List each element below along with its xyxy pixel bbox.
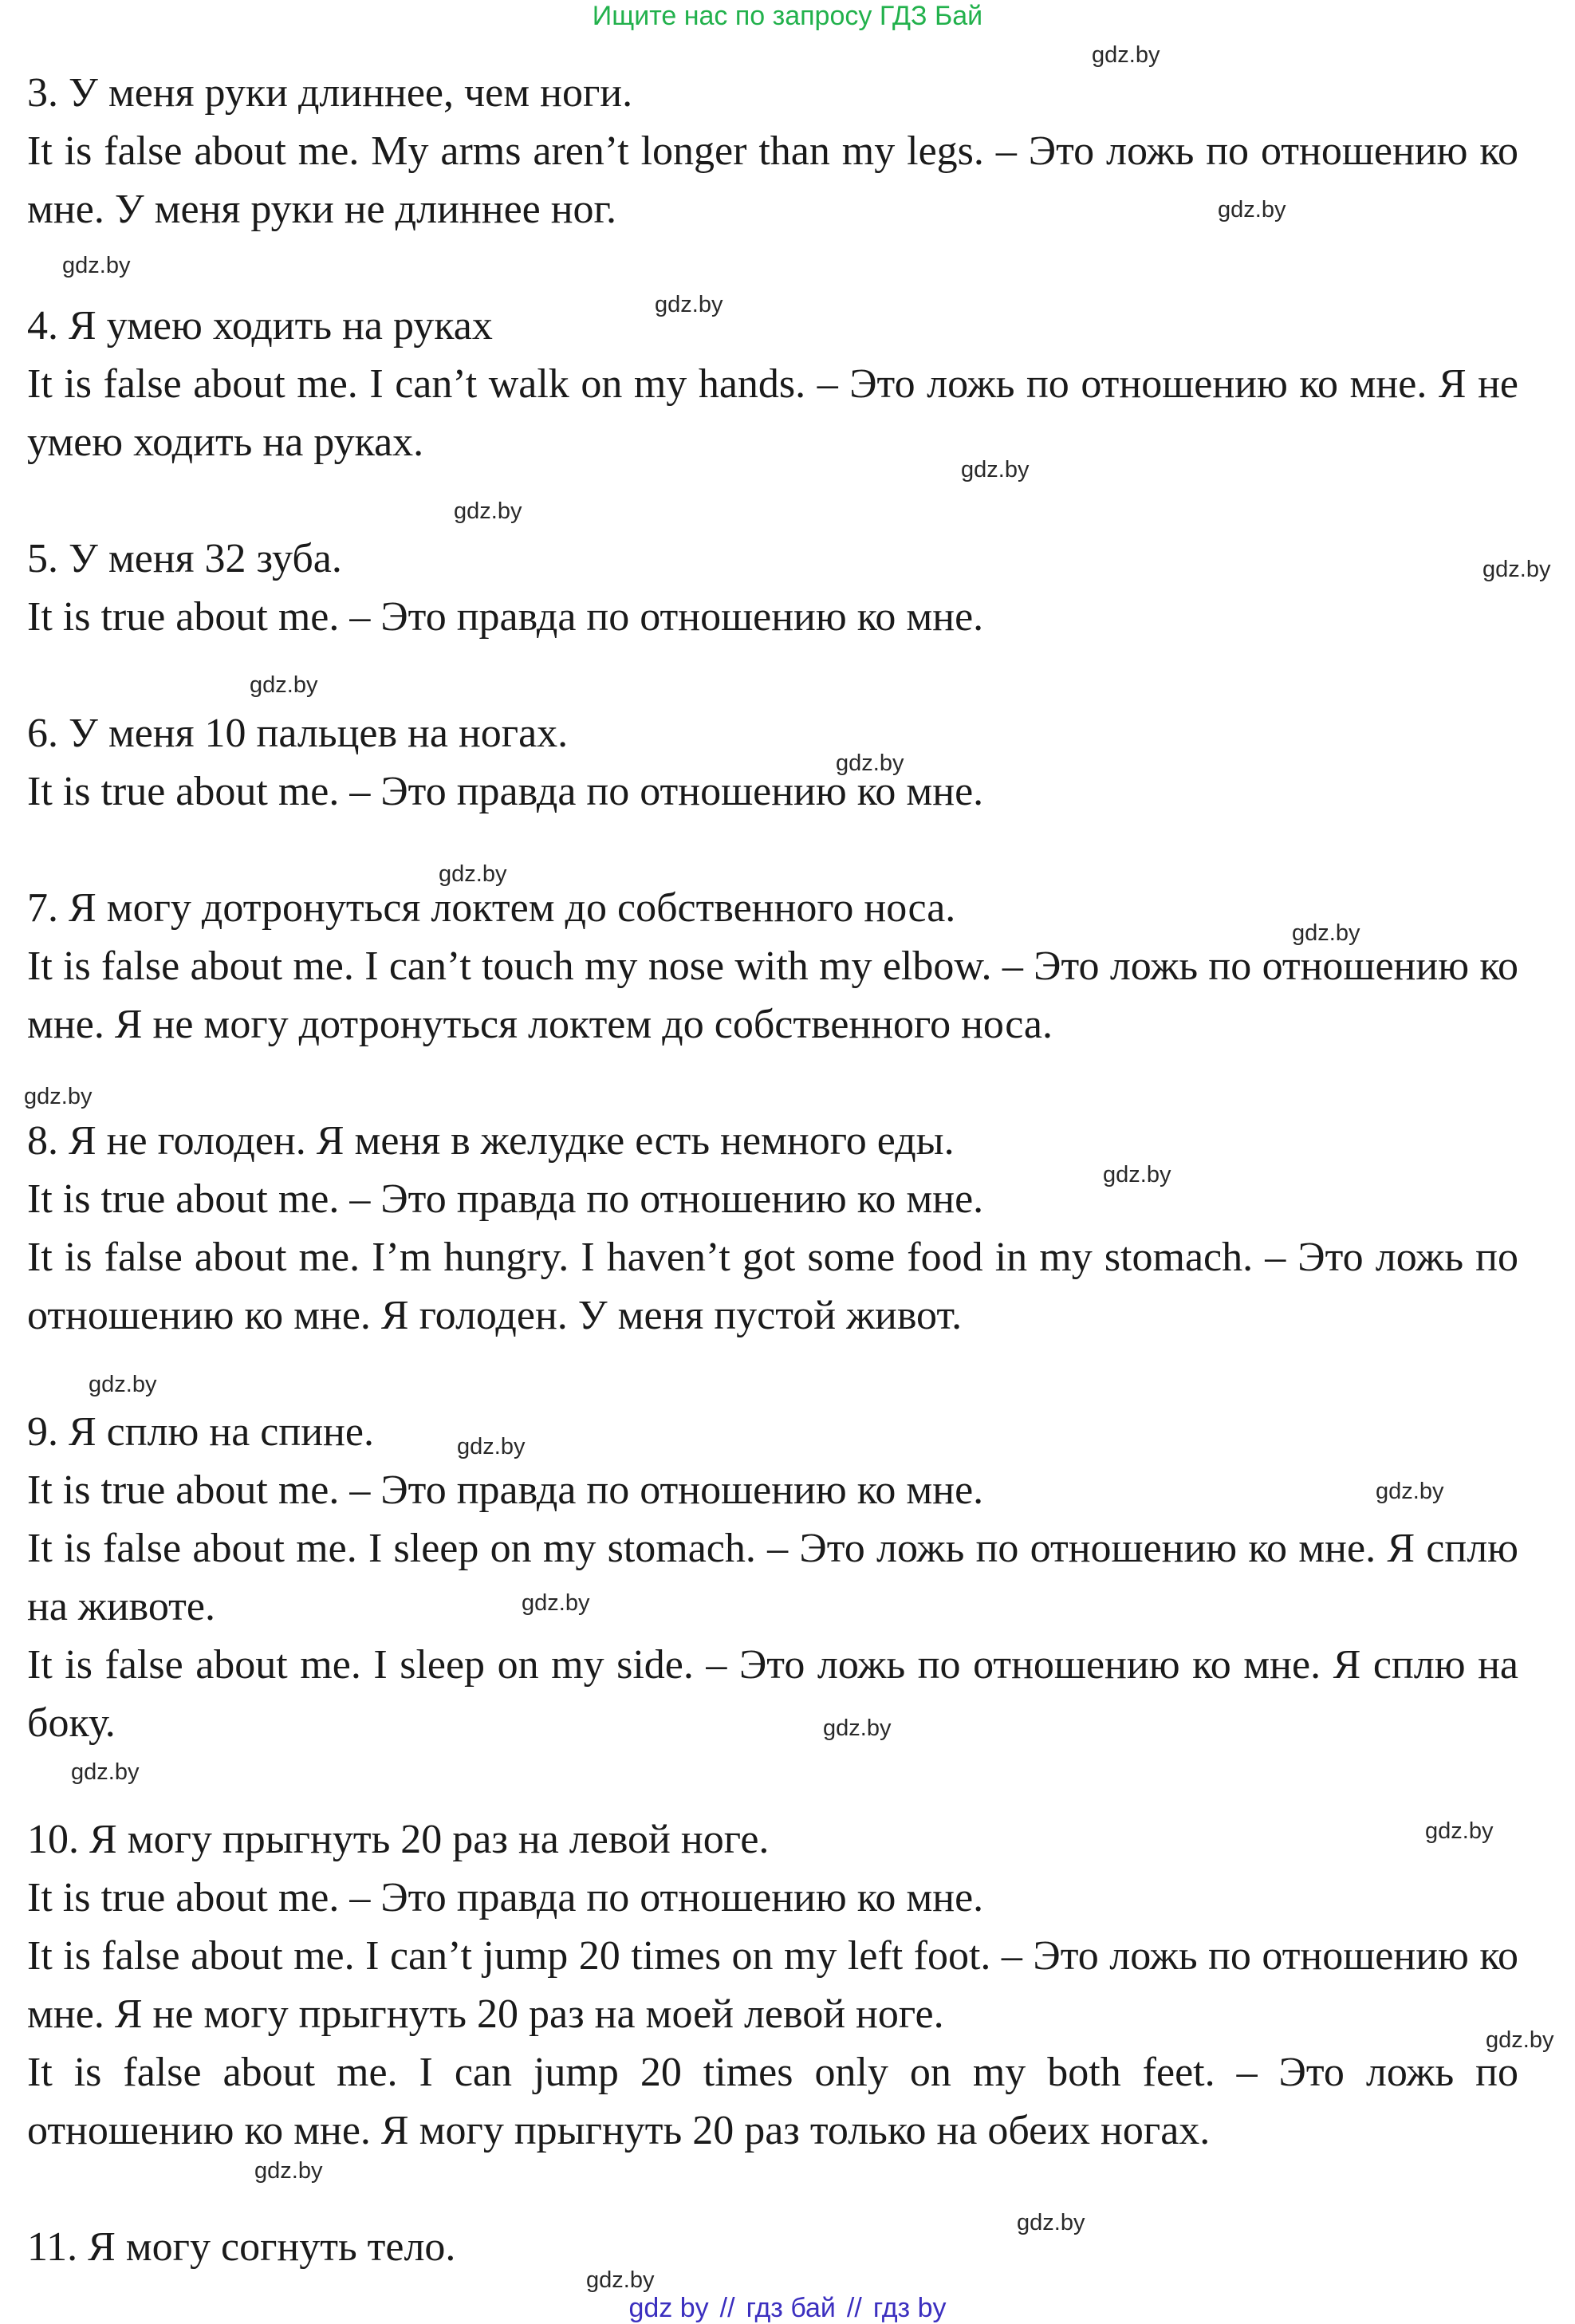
watermark: gdz.by: [1017, 2210, 1085, 2235]
watermark: gdz.by: [454, 498, 522, 524]
answer-text: It is false about me. I’m hungry. I haven’t got some food in my stomach. – Это ложь по отношению ко мне. Я голоден. У меня пустой живот.: [27, 1235, 1518, 1338]
footer-separator: //: [719, 2293, 735, 2323]
watermark: gdz.by: [254, 2158, 323, 2184]
answer-text: It is false about me. My arms aren’t longer than my legs. – Это ложь по отношению ко мне. У меня руки не длиннее ног.: [27, 128, 1518, 232]
exercise-item-8: [27, 1112, 1518, 1345]
watermark: gdz.by: [1376, 1479, 1444, 1504]
watermark: gdz.by: [522, 1590, 590, 1616]
question-text: 9. Я сплю на спине.: [27, 1409, 374, 1455]
question-text: 4. Я умею ходить на руках: [27, 303, 493, 349]
answer-text: It is false about me. I can’t jump 20 times on my left foot. – Это ложь по отношению ко мне. Я не могу прыгнуть 20 раз на моей левой ноге.: [27, 1933, 1518, 2037]
exercise-content: [27, 64, 1518, 2276]
answer-text: It is true about me. – Это правда по отношению ко мне.: [27, 769, 984, 814]
footer-links: [0, 2292, 1575, 2324]
footer-link[interactable]: gdz by: [628, 2293, 709, 2323]
watermark: gdz.by: [823, 1715, 892, 1741]
watermark: gdz.by: [836, 750, 904, 776]
watermark: gdz.by: [1103, 1162, 1171, 1188]
exercise-item-9: [27, 1403, 1518, 1752]
answer-text: It is true about me. – Это правда по отношению ко мне.: [27, 1875, 984, 1920]
answer-text: It is false about me. I sleep on my side. – Это ложь по отношению ко мне. Я сплю на боку.: [27, 1642, 1518, 1746]
question-text: 10. Я могу прыгнуть 20 раз на левой ноге.: [27, 1817, 770, 1862]
exercise-item-3: [27, 64, 1518, 238]
question-text: 7. Я могу дотронуться локтем до собственного носа.: [27, 885, 956, 931]
watermark: gdz.by: [89, 1372, 157, 1397]
watermark: gdz.by: [586, 2267, 655, 2293]
watermark: gdz.by: [457, 1434, 526, 1459]
watermark: gdz.by: [1092, 42, 1160, 68]
watermark: gdz.by: [1425, 1818, 1494, 1844]
watermark: gdz.by: [1292, 920, 1360, 946]
answer-text: It is true about me. – Это правда по отношению ко мне.: [27, 1176, 984, 1222]
watermark: gdz.by: [1218, 197, 1286, 223]
answer-text: It is true about me. – Это правда по отношению ко мне.: [27, 594, 984, 640]
watermark: gdz.by: [24, 1084, 93, 1109]
watermark: gdz.by: [1482, 557, 1551, 582]
answer-text: It is false about me. I sleep on my stomach. – Это ложь по отношению ко мне. Я сплю на животе.: [27, 1526, 1518, 1629]
watermark: gdz.by: [961, 457, 1030, 483]
exercise-item-7: [27, 879, 1518, 1054]
answer-text: It is true about me. – Это правда по отношению ко мне.: [27, 1467, 984, 1513]
exercise-item-10: [27, 1810, 1518, 2160]
exercise-item-11: [27, 2218, 1518, 2276]
footer-separator: //: [846, 2293, 862, 2323]
question-text: 5. У меня 32 зуба.: [27, 536, 342, 581]
question-text: 11. Я могу согнуть тело.: [27, 2224, 456, 2270]
top-banner: Ищите нас по запросу ГДЗ Бай: [592, 1, 983, 31]
answer-text: It is false about me. I can’t touch my nose with my elbow. – Это ложь по отношению ко мне. Я не могу дотронуться локтем до собственного носа.: [27, 943, 1518, 1047]
footer-link[interactable]: гдз by: [872, 2293, 947, 2323]
watermark: gdz.by: [71, 1759, 140, 1785]
exercise-item-6: [27, 704, 1518, 821]
question-text: 6. У меня 10 пальцев на ногах.: [27, 711, 569, 756]
answer-text: It is false about me. I can jump 20 times only on my both feet. – Это ложь по отношению ко мне. Я могу прыгнуть 20 раз только на обеих ногах.: [27, 2050, 1518, 2153]
watermark: gdz.by: [439, 861, 507, 887]
answer-text: It is false about me. I can’t walk on my hands. – Это ложь по отношению ко мне. Я не умею ходить на руках.: [27, 361, 1518, 465]
question-text: 3. У меня руки длиннее, чем ноги.: [27, 70, 633, 116]
exercise-item-4: [27, 297, 1518, 471]
watermark: gdz.by: [250, 672, 318, 698]
footer-link[interactable]: гдз бай: [746, 2293, 836, 2323]
watermark: gdz.by: [62, 253, 131, 278]
question-text: 8. Я не голоден. Я меня в желудке есть немного еды.: [27, 1118, 955, 1164]
watermark: gdz.by: [1486, 2027, 1554, 2053]
exercise-item-5: [27, 530, 1518, 646]
watermark: gdz.by: [655, 292, 723, 317]
